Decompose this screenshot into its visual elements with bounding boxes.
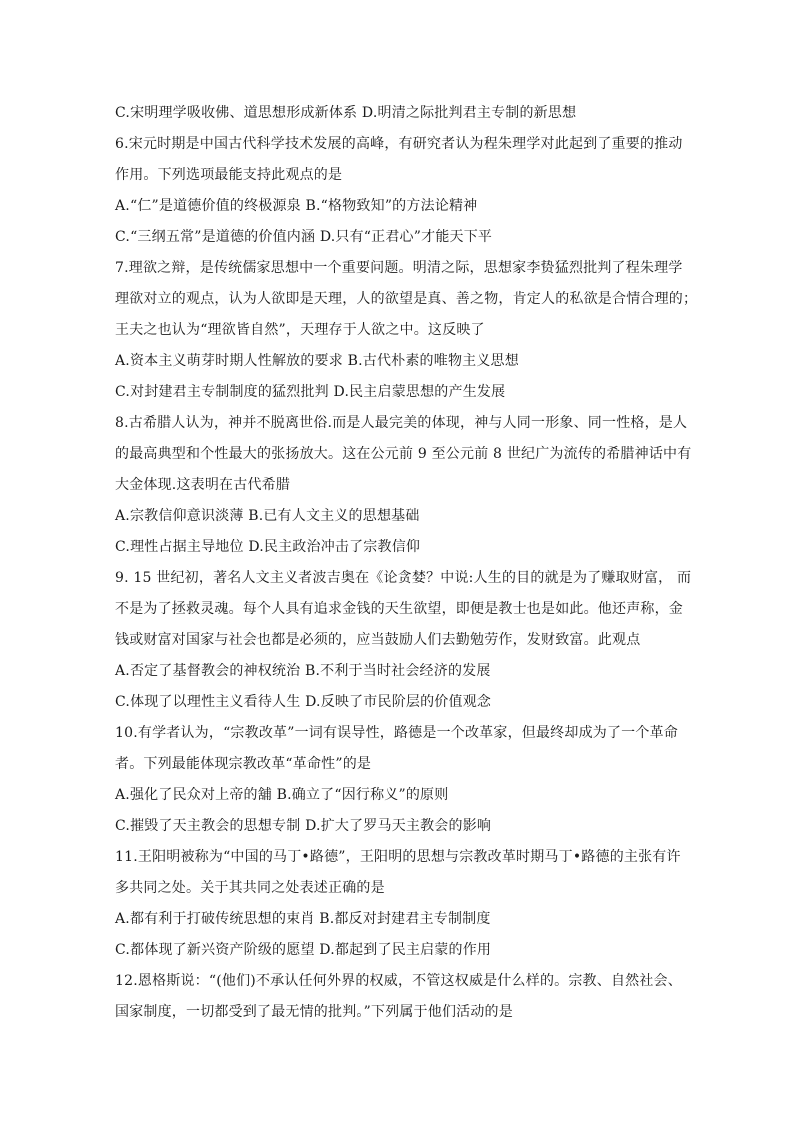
question-10-stem: 10.有学者认为，“宗教改革”一词有误导性，路德是一个改革家，但最终却成为了一个革命 <box>115 725 678 741</box>
question-7-stem: 理欲对立的观点，认为人欲即是天理，人的欲望是真、善之物，肯定人的私欲是合情合理的； <box>115 291 698 307</box>
question-9-stem: 钱或财富对国家与社会也都是必须的，应当鼓励人们去勤勉劳作，发财致富。此观点 <box>115 632 641 648</box>
question-11-options: A.都有利于打破传统思想的束肖 B.都反对封建君主专制制度 <box>115 911 491 927</box>
question-7-options: C.对封建君主专制制度的猛烈批判 D.民主启蒙思想的产生发展 <box>115 384 506 400</box>
question-6-options: C.“三纲五常”是道德的价值内涵 D.只有“正君心”才能天下平 <box>115 229 493 245</box>
question-9-stem: 9. 15 世纪初，著名人文主义者波吉奥在《论贪婪？中说:人生的目的就是为了赚取财富， 而 <box>115 570 692 586</box>
question-10-options: C.摧毁了天主教会的思想专制 D.扩大了罗马天主教会的影响 <box>115 818 492 834</box>
question-8-stem: 8.古希腊人认为，神并不脱离世俗.而是人最完美的体现，神与人同一形象、同一性格，是人 <box>115 415 688 431</box>
question-9-options: C.体现了以理性主义看待人生 D.反映了市民阶层的价值观念 <box>115 694 492 710</box>
question-11-stem: 多共同之处。关于其共同之处表述正确的是 <box>115 880 385 896</box>
question-9-stem: 不是为了拯救灵魂。每个人具有追求金钱的天生欲望，即便是教士也是如此。他还声称，金 <box>115 601 683 617</box>
question-8-stem: 的最高典型和个性最大的张扬放大。这在公元前 9 至公元前 8 世纪广为流传的希腊神话中有 <box>115 446 692 462</box>
question-6-options: A.“仁”是道德价值的终极源泉 B.“格物致知”的方法论精神 <box>115 198 478 214</box>
text-line: C.宋明理学吸收佛、道思想形成新体系 D.明清之际批判君主专制的新思想 <box>115 105 577 121</box>
question-6-stem: 6.宋元时期是中国古代科学技术发展的高峰，有研究者认为程朱理学对此起到了重要的推动 <box>115 136 683 152</box>
question-8-options: C.理性占据主导地位 D.民主政治冲击了宗教信仰 <box>115 539 421 555</box>
question-10-options: A.强化了民众对上帝的舖 B.确立了“因行称义”的原则 <box>115 787 449 803</box>
question-7-stem: 7.理欲之辩，是传统儒家思想中一个重要问题。明清之际，思想家李贽猛烈批判了程朱理学 <box>115 260 683 276</box>
question-11-options: C.都体现了新兴资产阶级的愿望 D.都起到了民主启蒙的作用 <box>115 942 492 958</box>
question-7-options: A.资本主义萌芽时期人性解放的要求 B.古代朴素的唯物主义思想 <box>115 353 519 369</box>
question-12-stem: 国家制度，一切都受到了最无情的批判。”下列属于他们活动的是 <box>115 1004 513 1020</box>
question-12-stem: 12.恩格斯说：“(他们)不承认任何外界的权威，不管这权威是什么样的。宗教、自然社会、 <box>115 973 682 989</box>
question-11-stem: 11.王阳明被称为“中国的马丁•路德”，王阳明的思想与宗教改革时期马丁•路德的主张有许 <box>115 849 681 865</box>
question-8-options: A.宗教信仰意识淡薄 B.已有人文主义的思想基础 <box>115 508 420 524</box>
question-10-stem: 者。下列最能体现宗教改革“革命性”的是 <box>115 756 372 772</box>
question-8-stem: 大金体现.这表明在古代希腊 <box>115 477 291 493</box>
question-9-options: A.否定了基督教会的神权统治 B.不利于当时社会经济的发展 <box>115 663 491 679</box>
question-7-stem: 王夫之也认为“理欲皆自然”，天理存于人欲之中。这反映了 <box>115 322 485 338</box>
question-6-stem: 作用。下列选项最能支持此观点的是 <box>115 167 343 183</box>
